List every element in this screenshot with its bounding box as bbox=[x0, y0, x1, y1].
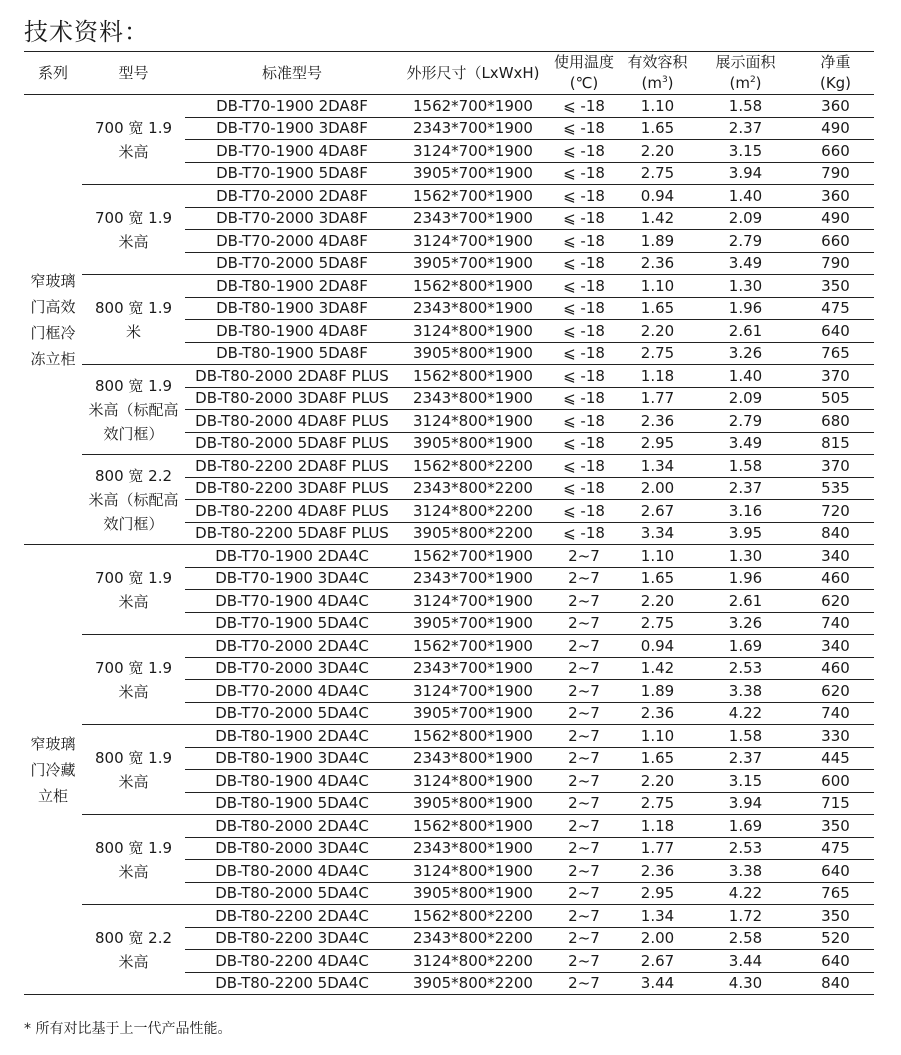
temperature-cell: ⩽ -18 bbox=[547, 387, 621, 410]
volume-cell: 0.94 bbox=[621, 635, 694, 658]
dimensions-cell: 3124*800*1900 bbox=[399, 410, 547, 433]
weight-cell: 840 bbox=[797, 522, 874, 545]
area-cell: 1.30 bbox=[694, 275, 797, 298]
standard-model-cell: DB-T80-2000 4DA8F PLUS bbox=[185, 410, 399, 433]
area-cell: 2.37 bbox=[694, 117, 797, 140]
header-net-weight bbox=[797, 52, 874, 95]
weight-cell: 520 bbox=[797, 927, 874, 950]
weight-cell: 660 bbox=[797, 140, 874, 163]
weight-cell: 640 bbox=[797, 320, 874, 343]
standard-model-cell: DB-T70-2000 3DA8F bbox=[185, 207, 399, 230]
dimensions-cell: 1562*800*1900 bbox=[399, 275, 547, 298]
area-cell: 3.26 bbox=[694, 342, 797, 365]
standard-model-cell: DB-T80-1900 3DA8F bbox=[185, 297, 399, 320]
dimensions-cell: 2343*700*1900 bbox=[399, 117, 547, 140]
area-cell: 1.58 bbox=[694, 455, 797, 478]
volume-cell: 2.36 bbox=[621, 410, 694, 433]
standard-model-cell: DB-T80-1900 4DA8F bbox=[185, 320, 399, 343]
weight-cell: 720 bbox=[797, 500, 874, 523]
standard-model-cell: DB-T80-1900 2DA4C bbox=[185, 725, 399, 748]
standard-model-cell: DB-T70-1900 3DA8F bbox=[185, 117, 399, 140]
temperature-cell: 2~7 bbox=[547, 882, 621, 905]
temperature-cell: ⩽ -18 bbox=[547, 320, 621, 343]
volume-cell: 1.42 bbox=[621, 657, 694, 680]
area-cell: 2.61 bbox=[694, 320, 797, 343]
dimensions-cell: 1562*800*2200 bbox=[399, 905, 547, 928]
area-cell: 3.26 bbox=[694, 612, 797, 635]
temperature-cell: ⩽ -18 bbox=[547, 365, 621, 388]
weight-cell: 740 bbox=[797, 702, 874, 725]
standard-model-cell: DB-T70-1900 3DA4C bbox=[185, 567, 399, 590]
weight-cell: 350 bbox=[797, 275, 874, 298]
standard-model-cell: DB-T80-2000 3DA4C bbox=[185, 837, 399, 860]
table-row bbox=[24, 905, 874, 928]
series-cell: 窄玻璃门高效门框冷冻立柜 bbox=[24, 95, 82, 545]
temperature-cell: ⩽ -18 bbox=[547, 162, 621, 185]
area-cell: 3.38 bbox=[694, 680, 797, 703]
weight-cell: 340 bbox=[797, 635, 874, 658]
table-row bbox=[24, 185, 874, 208]
temperature-cell: 2~7 bbox=[547, 815, 621, 838]
area-cell: 3.95 bbox=[694, 522, 797, 545]
area-cell: 1.40 bbox=[694, 185, 797, 208]
weight-cell: 330 bbox=[797, 725, 874, 748]
temperature-cell: 2~7 bbox=[547, 590, 621, 613]
volume-cell: 1.18 bbox=[621, 365, 694, 388]
dimensions-cell: 3124*700*1900 bbox=[399, 140, 547, 163]
area-cell: 2.09 bbox=[694, 387, 797, 410]
dimensions-cell: 3905*700*1900 bbox=[399, 252, 547, 275]
area-cell: 1.96 bbox=[694, 567, 797, 590]
temperature-cell: ⩽ -18 bbox=[547, 252, 621, 275]
standard-model-cell: DB-T70-2000 4DA4C bbox=[185, 680, 399, 703]
area-cell: 3.15 bbox=[694, 140, 797, 163]
volume-cell: 1.42 bbox=[621, 207, 694, 230]
area-cell: 1.40 bbox=[694, 365, 797, 388]
area-cell: 1.69 bbox=[694, 635, 797, 658]
standard-model-cell: DB-T80-2000 5DA4C bbox=[185, 882, 399, 905]
area-cell: 2.58 bbox=[694, 927, 797, 950]
weight-cell: 640 bbox=[797, 860, 874, 883]
standard-model-cell: DB-T80-1900 3DA4C bbox=[185, 747, 399, 770]
standard-model-cell: DB-T80-2000 3DA8F PLUS bbox=[185, 387, 399, 410]
temperature-cell: ⩽ -18 bbox=[547, 185, 621, 208]
dimensions-cell: 3124*700*1900 bbox=[399, 680, 547, 703]
weight-cell: 740 bbox=[797, 612, 874, 635]
area-cell: 2.61 bbox=[694, 590, 797, 613]
volume-cell: 2.67 bbox=[621, 950, 694, 973]
standard-model-cell: DB-T70-1900 4DA4C bbox=[185, 590, 399, 613]
standard-model-cell: DB-T70-1900 2DA4C bbox=[185, 545, 399, 568]
temperature-cell: 2~7 bbox=[547, 702, 621, 725]
temperature-cell: ⩽ -18 bbox=[547, 230, 621, 253]
temperature-cell: 2~7 bbox=[547, 770, 621, 793]
volume-cell: 2.75 bbox=[621, 612, 694, 635]
volume-cell: 2.20 bbox=[621, 320, 694, 343]
dimensions-cell: 3124*800*1900 bbox=[399, 770, 547, 793]
weight-cell: 370 bbox=[797, 455, 874, 478]
temperature-cell: ⩽ -18 bbox=[547, 410, 621, 433]
temperature-cell: 2~7 bbox=[547, 725, 621, 748]
volume-cell: 1.18 bbox=[621, 815, 694, 838]
standard-model-cell: DB-T80-1900 4DA4C bbox=[185, 770, 399, 793]
area-cell: 2.37 bbox=[694, 477, 797, 500]
temperature-cell: 2~7 bbox=[547, 972, 621, 995]
table-row bbox=[24, 545, 874, 568]
table-row bbox=[24, 275, 874, 298]
dimensions-cell: 1562*800*1900 bbox=[399, 815, 547, 838]
header-temperature-label: 使用温度 bbox=[553, 53, 614, 71]
standard-model-cell: DB-T80-1900 5DA8F bbox=[185, 342, 399, 365]
weight-cell: 600 bbox=[797, 770, 874, 793]
weight-cell: 505 bbox=[797, 387, 874, 410]
table-body bbox=[24, 95, 874, 995]
volume-cell: 2.20 bbox=[621, 770, 694, 793]
weight-cell: 360 bbox=[797, 185, 874, 208]
area-cell: 3.15 bbox=[694, 770, 797, 793]
area-cell: 2.79 bbox=[694, 230, 797, 253]
volume-cell: 1.89 bbox=[621, 680, 694, 703]
volume-cell: 2.95 bbox=[621, 432, 694, 455]
dimensions-cell: 1562*800*1900 bbox=[399, 725, 547, 748]
temperature-cell: ⩽ -18 bbox=[547, 95, 621, 118]
header-model: 型号 bbox=[82, 52, 185, 95]
weight-cell: 840 bbox=[797, 972, 874, 995]
weight-cell: 815 bbox=[797, 432, 874, 455]
model-group-cell: 800 宽 1.9 米高 bbox=[82, 725, 185, 815]
temperature-cell: ⩽ -18 bbox=[547, 477, 621, 500]
volume-cell: 1.65 bbox=[621, 747, 694, 770]
standard-model-cell: DB-T80-2200 5DA4C bbox=[185, 972, 399, 995]
spec-table bbox=[24, 51, 874, 995]
weight-cell: 460 bbox=[797, 657, 874, 680]
weight-cell: 660 bbox=[797, 230, 874, 253]
model-group-cell: 700 宽 1.9 米高 bbox=[82, 95, 185, 185]
table-row bbox=[24, 725, 874, 748]
weight-cell: 490 bbox=[797, 207, 874, 230]
model-group-cell: 800 宽 2.2 米高 bbox=[82, 905, 185, 995]
temperature-cell: ⩽ -18 bbox=[547, 522, 621, 545]
volume-cell: 1.77 bbox=[621, 837, 694, 860]
area-cell: 1.96 bbox=[694, 297, 797, 320]
volume-cell: 2.75 bbox=[621, 792, 694, 815]
weight-cell: 475 bbox=[797, 837, 874, 860]
standard-model-cell: DB-T80-1900 5DA4C bbox=[185, 792, 399, 815]
header-volume-label: 有效容积 bbox=[627, 53, 688, 71]
temperature-cell: 2~7 bbox=[547, 545, 621, 568]
dimensions-cell: 2343*700*1900 bbox=[399, 207, 547, 230]
header-volume bbox=[621, 52, 694, 95]
dimensions-cell: 2343*800*1900 bbox=[399, 387, 547, 410]
header-temperature-unit: (℃) bbox=[569, 74, 599, 92]
weight-cell: 765 bbox=[797, 342, 874, 365]
dimensions-cell: 3905*700*1900 bbox=[399, 702, 547, 725]
volume-cell: 2.20 bbox=[621, 590, 694, 613]
table-row bbox=[24, 455, 874, 478]
dimensions-cell: 2343*800*2200 bbox=[399, 927, 547, 950]
area-cell: 4.22 bbox=[694, 882, 797, 905]
series-cell: 窄玻璃门冷藏立柜 bbox=[24, 545, 82, 995]
dimensions-cell: 3905*800*1900 bbox=[399, 882, 547, 905]
dimensions-cell: 3124*800*1900 bbox=[399, 860, 547, 883]
area-cell: 3.94 bbox=[694, 792, 797, 815]
area-cell: 2.09 bbox=[694, 207, 797, 230]
dimensions-cell: 2343*800*1900 bbox=[399, 747, 547, 770]
dimensions-cell: 3905*800*1900 bbox=[399, 342, 547, 365]
area-cell: 3.38 bbox=[694, 860, 797, 883]
temperature-cell: 2~7 bbox=[547, 567, 621, 590]
area-cell: 1.30 bbox=[694, 545, 797, 568]
dimensions-cell: 2343*800*2200 bbox=[399, 477, 547, 500]
standard-model-cell: DB-T70-2000 5DA4C bbox=[185, 702, 399, 725]
weight-cell: 765 bbox=[797, 882, 874, 905]
standard-model-cell: DB-T70-1900 2DA8F bbox=[185, 95, 399, 118]
temperature-cell: ⩽ -18 bbox=[547, 297, 621, 320]
temperature-cell: 2~7 bbox=[547, 657, 621, 680]
standard-model-cell: DB-T70-2000 3DA4C bbox=[185, 657, 399, 680]
model-group-cell: 800 宽 2.2 米高（标配高效门框） bbox=[82, 455, 185, 545]
model-group-cell: 800 宽 1.9 米高 bbox=[82, 815, 185, 905]
volume-cell: 3.44 bbox=[621, 972, 694, 995]
header-area-label: 展示面积 bbox=[715, 53, 776, 71]
temperature-cell: ⩽ -18 bbox=[547, 275, 621, 298]
volume-cell: 1.10 bbox=[621, 725, 694, 748]
volume-cell: 1.10 bbox=[621, 275, 694, 298]
dimensions-cell: 3905*800*2200 bbox=[399, 522, 547, 545]
standard-model-cell: DB-T70-2000 4DA8F bbox=[185, 230, 399, 253]
header-volume-unit: $(m^3)$ bbox=[641, 74, 674, 92]
standard-model-cell: DB-T80-2200 4DA4C bbox=[185, 950, 399, 973]
standard-model-cell: DB-T80-2000 4DA4C bbox=[185, 860, 399, 883]
table-row bbox=[24, 815, 874, 838]
table-row bbox=[24, 95, 874, 118]
volume-cell: 1.89 bbox=[621, 230, 694, 253]
weight-cell: 535 bbox=[797, 477, 874, 500]
area-cell: 3.49 bbox=[694, 432, 797, 455]
dimensions-cell: 3124*800*2200 bbox=[399, 500, 547, 523]
dimensions-cell: 1562*700*1900 bbox=[399, 545, 547, 568]
dimensions-cell: 1562*700*1900 bbox=[399, 185, 547, 208]
header-dimensions: 外形尺寸（LxWxH) bbox=[399, 52, 547, 95]
volume-cell: 1.34 bbox=[621, 905, 694, 928]
area-cell: 1.58 bbox=[694, 95, 797, 118]
standard-model-cell: DB-T70-1900 4DA8F bbox=[185, 140, 399, 163]
temperature-cell: ⩽ -18 bbox=[547, 500, 621, 523]
volume-cell: 1.65 bbox=[621, 297, 694, 320]
area-cell: 2.37 bbox=[694, 747, 797, 770]
area-cell: 4.30 bbox=[694, 972, 797, 995]
model-group-cell: 700 宽 1.9 米高 bbox=[82, 185, 185, 275]
header-weight-label: 净重 bbox=[820, 53, 851, 71]
standard-model-cell: DB-T80-2200 3DA4C bbox=[185, 927, 399, 950]
dimensions-cell: 2343*800*1900 bbox=[399, 297, 547, 320]
header-weight-unit: (Kg) bbox=[819, 74, 852, 92]
volume-cell: 2.36 bbox=[621, 252, 694, 275]
model-group-cell: 800 宽 1.9 米高（标配高效门框） bbox=[82, 365, 185, 455]
weight-cell: 790 bbox=[797, 162, 874, 185]
temperature-cell: 2~7 bbox=[547, 950, 621, 973]
weight-cell: 715 bbox=[797, 792, 874, 815]
standard-model-cell: DB-T80-1900 2DA8F bbox=[185, 275, 399, 298]
standard-model-cell: DB-T80-2200 4DA8F PLUS bbox=[185, 500, 399, 523]
area-cell: 2.79 bbox=[694, 410, 797, 433]
dimensions-cell: 2343*800*1900 bbox=[399, 837, 547, 860]
temperature-cell: ⩽ -18 bbox=[547, 207, 621, 230]
model-group-cell: 700 宽 1.9 米高 bbox=[82, 635, 185, 725]
weight-cell: 360 bbox=[797, 95, 874, 118]
volume-cell: 0.94 bbox=[621, 185, 694, 208]
temperature-cell: 2~7 bbox=[547, 905, 621, 928]
area-cell: 2.53 bbox=[694, 657, 797, 680]
standard-model-cell: DB-T70-1900 5DA8F bbox=[185, 162, 399, 185]
standard-model-cell: DB-T80-2200 2DA8F PLUS bbox=[185, 455, 399, 478]
header-standard-model: 标准型号 bbox=[185, 52, 399, 95]
dimensions-cell: 1562*800*1900 bbox=[399, 365, 547, 388]
standard-model-cell: DB-T70-1900 5DA4C bbox=[185, 612, 399, 635]
dimensions-cell: 3124*700*1900 bbox=[399, 590, 547, 613]
table-header-row bbox=[24, 52, 874, 95]
standard-model-cell: DB-T70-2000 5DA8F bbox=[185, 252, 399, 275]
area-cell: 2.53 bbox=[694, 837, 797, 860]
volume-cell: 2.00 bbox=[621, 927, 694, 950]
volume-cell: 2.20 bbox=[621, 140, 694, 163]
dimensions-cell: 3905*800*1900 bbox=[399, 432, 547, 455]
temperature-cell: ⩽ -18 bbox=[547, 432, 621, 455]
temperature-cell: 2~7 bbox=[547, 680, 621, 703]
page-title: 技术资料： bbox=[24, 18, 149, 46]
area-cell: 3.94 bbox=[694, 162, 797, 185]
temperature-cell: ⩽ -18 bbox=[547, 117, 621, 140]
weight-cell: 490 bbox=[797, 117, 874, 140]
weight-cell: 680 bbox=[797, 410, 874, 433]
volume-cell: 2.00 bbox=[621, 477, 694, 500]
weight-cell: 475 bbox=[797, 297, 874, 320]
weight-cell: 445 bbox=[797, 747, 874, 770]
dimensions-cell: 1562*800*2200 bbox=[399, 455, 547, 478]
volume-cell: 1.65 bbox=[621, 567, 694, 590]
header-area-unit: $(m^2)$ bbox=[729, 74, 762, 92]
header-display-area bbox=[694, 52, 797, 95]
weight-cell: 460 bbox=[797, 567, 874, 590]
volume-cell: 2.36 bbox=[621, 702, 694, 725]
dimensions-cell: 2343*700*1900 bbox=[399, 567, 547, 590]
temperature-cell: 2~7 bbox=[547, 837, 621, 860]
standard-model-cell: DB-T80-2200 5DA8F PLUS bbox=[185, 522, 399, 545]
standard-model-cell: DB-T70-2000 2DA8F bbox=[185, 185, 399, 208]
volume-cell: 1.77 bbox=[621, 387, 694, 410]
temperature-cell: 2~7 bbox=[547, 612, 621, 635]
weight-cell: 340 bbox=[797, 545, 874, 568]
dimensions-cell: 3905*700*1900 bbox=[399, 612, 547, 635]
weight-cell: 620 bbox=[797, 590, 874, 613]
standard-model-cell: DB-T80-2000 2DA8F PLUS bbox=[185, 365, 399, 388]
model-group-cell: 800 宽 1.9 米 bbox=[82, 275, 185, 365]
dimensions-cell: 3124*800*1900 bbox=[399, 320, 547, 343]
volume-cell: 1.65 bbox=[621, 117, 694, 140]
volume-cell: 1.34 bbox=[621, 455, 694, 478]
volume-cell: 2.36 bbox=[621, 860, 694, 883]
area-cell: 1.58 bbox=[694, 725, 797, 748]
dimensions-cell: 3905*700*1900 bbox=[399, 162, 547, 185]
weight-cell: 640 bbox=[797, 950, 874, 973]
area-cell: 3.44 bbox=[694, 950, 797, 973]
header-temperature bbox=[547, 52, 621, 95]
table-row bbox=[24, 635, 874, 658]
temperature-cell: 2~7 bbox=[547, 860, 621, 883]
weight-cell: 370 bbox=[797, 365, 874, 388]
volume-cell: 1.10 bbox=[621, 545, 694, 568]
dimensions-cell: 3124*700*1900 bbox=[399, 230, 547, 253]
standard-model-cell: DB-T80-2200 3DA8F PLUS bbox=[185, 477, 399, 500]
footnote: * 所有对比基于上一代产品性能。 bbox=[24, 1021, 232, 1037]
weight-cell: 350 bbox=[797, 815, 874, 838]
dimensions-cell: 1562*700*1900 bbox=[399, 635, 547, 658]
temperature-cell: 2~7 bbox=[547, 747, 621, 770]
area-cell: 1.69 bbox=[694, 815, 797, 838]
temperature-cell: ⩽ -18 bbox=[547, 140, 621, 163]
weight-cell: 790 bbox=[797, 252, 874, 275]
area-cell: 3.49 bbox=[694, 252, 797, 275]
dimensions-cell: 3124*800*2200 bbox=[399, 950, 547, 973]
standard-model-cell: DB-T70-2000 2DA4C bbox=[185, 635, 399, 658]
temperature-cell: ⩽ -18 bbox=[547, 455, 621, 478]
temperature-cell: 2~7 bbox=[547, 635, 621, 658]
volume-cell: 2.75 bbox=[621, 342, 694, 365]
weight-cell: 620 bbox=[797, 680, 874, 703]
volume-cell: 2.67 bbox=[621, 500, 694, 523]
dimensions-cell: 3905*800*1900 bbox=[399, 792, 547, 815]
volume-cell: 3.34 bbox=[621, 522, 694, 545]
table-row bbox=[24, 365, 874, 388]
dimensions-cell: 2343*700*1900 bbox=[399, 657, 547, 680]
area-cell: 3.16 bbox=[694, 500, 797, 523]
standard-model-cell: DB-T80-2200 2DA4C bbox=[185, 905, 399, 928]
volume-cell: 2.75 bbox=[621, 162, 694, 185]
standard-model-cell: DB-T80-2000 5DA8F PLUS bbox=[185, 432, 399, 455]
temperature-cell: ⩽ -18 bbox=[547, 342, 621, 365]
area-cell: 1.72 bbox=[694, 905, 797, 928]
area-cell: 4.22 bbox=[694, 702, 797, 725]
model-group-cell: 700 宽 1.9 米高 bbox=[82, 545, 185, 635]
dimensions-cell: 3905*800*2200 bbox=[399, 972, 547, 995]
standard-model-cell: DB-T80-2000 2DA4C bbox=[185, 815, 399, 838]
temperature-cell: 2~7 bbox=[547, 927, 621, 950]
header-series: 系列 bbox=[24, 52, 82, 95]
temperature-cell: 2~7 bbox=[547, 792, 621, 815]
volume-cell: 1.10 bbox=[621, 95, 694, 118]
volume-cell: 2.95 bbox=[621, 882, 694, 905]
dimensions-cell: 1562*700*1900 bbox=[399, 95, 547, 118]
weight-cell: 350 bbox=[797, 905, 874, 928]
